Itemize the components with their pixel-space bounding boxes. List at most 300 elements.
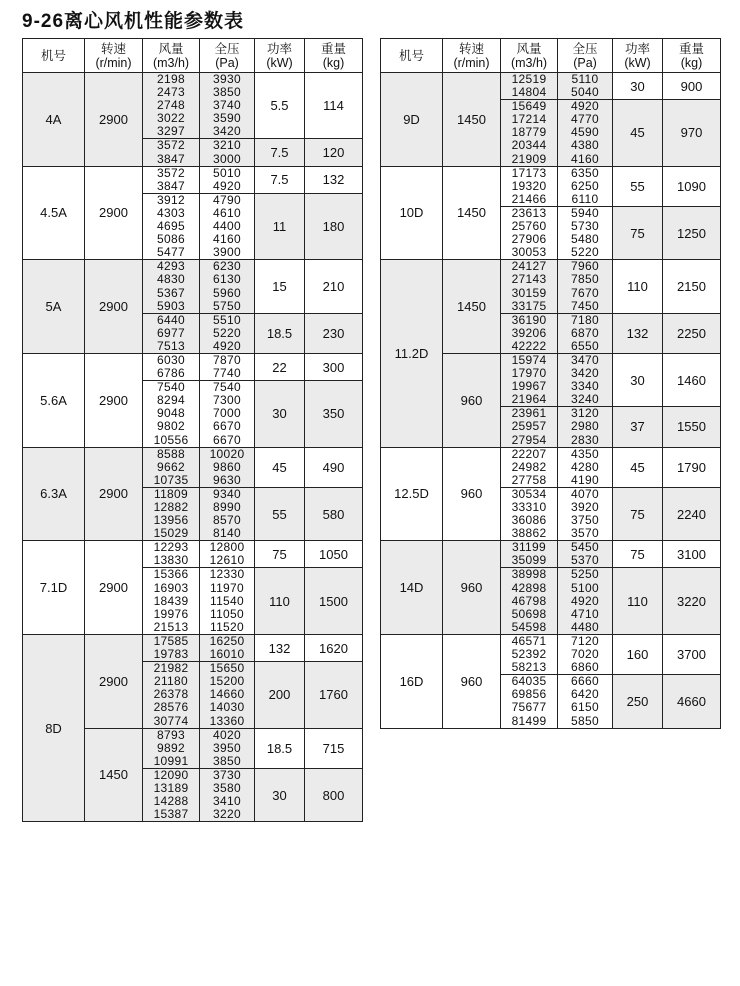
power-cell: 37 [613, 407, 663, 447]
power-cell: 75 [613, 487, 663, 540]
pressure-value: 4400 [213, 219, 241, 234]
airflow-value: 12882 [153, 500, 189, 514]
pressure-cell [558, 407, 613, 447]
pressure-cell [558, 487, 613, 540]
airflow-value: 9802 [157, 419, 185, 434]
airflow-value: 19783 [153, 647, 189, 662]
pressure-value: 5450 [571, 540, 599, 555]
header-model [23, 39, 85, 73]
weight-cell: 1090 [663, 166, 721, 206]
airflow-cell [143, 193, 200, 259]
weight-cell: 114 [305, 73, 363, 139]
airflow-cell [143, 487, 200, 540]
airflow-cell [143, 662, 200, 728]
table-row [23, 634, 363, 661]
airflow-value: 19320 [511, 178, 547, 193]
header-line: 机号 [40, 48, 66, 63]
pressure-cell [558, 634, 613, 674]
power-cell: 30 [613, 73, 663, 100]
pressure-value: 3410 [213, 794, 241, 809]
weight-cell: 490 [305, 447, 363, 487]
weight-cell: 900 [663, 73, 721, 100]
airflow-value: 16903 [153, 580, 189, 595]
speed-cell: 1450 [443, 73, 501, 167]
pressure-value: 4280 [571, 459, 599, 474]
pressure-cell [200, 568, 255, 634]
pressure-value: 4020 [213, 727, 241, 742]
model-cell: 9D [381, 73, 443, 167]
speed-cell: 960 [443, 447, 501, 541]
airflow-value: 2473 [157, 85, 185, 100]
airflow-value: 30534 [511, 486, 547, 501]
pressure-cell [200, 166, 255, 193]
pressure-value: 7020 [571, 647, 599, 662]
power-cell: 200 [255, 662, 305, 728]
airflow-cell [501, 313, 558, 353]
airflow-value: 3847 [157, 178, 185, 193]
airflow-value: 21513 [153, 619, 189, 634]
airflow-value: 19967 [511, 379, 547, 394]
pressure-value: 6230 [213, 259, 241, 274]
airflow-cell [143, 353, 200, 380]
airflow-value: 26378 [153, 687, 189, 702]
airflow-value: 46798 [511, 593, 547, 608]
pressure-cell [200, 73, 255, 139]
pressure-value: 3930 [213, 72, 241, 86]
airflow-value: 15366 [153, 567, 189, 582]
pressure-cell [558, 541, 613, 568]
weight-cell: 120 [305, 139, 363, 166]
airflow-value: 39206 [511, 325, 547, 340]
airflow-cell [501, 487, 558, 540]
airflow-value: 20344 [511, 138, 547, 153]
airflow-value: 2748 [157, 98, 185, 113]
airflow-value: 13830 [153, 553, 189, 568]
pressure-cell [200, 662, 255, 728]
pressure-cell [200, 487, 255, 540]
airflow-cell [501, 100, 558, 166]
airflow-value: 17585 [153, 633, 189, 648]
airflow-value: 23961 [511, 406, 547, 421]
speed-cell: 2900 [85, 166, 143, 260]
pressure-value: 3340 [571, 379, 599, 394]
airflow-value: 4303 [157, 205, 185, 220]
airflow-value: 6977 [157, 325, 185, 340]
airflow-cell [143, 73, 200, 139]
power-cell: 75 [613, 206, 663, 259]
pressure-value: 3850 [213, 85, 241, 100]
airflow-value: 17214 [511, 112, 547, 127]
pressure-cell [200, 313, 255, 353]
header-line: 转速 [458, 41, 484, 56]
pressure-value: 12330 [209, 567, 245, 582]
weight-cell: 4660 [663, 675, 721, 728]
header-speed [85, 39, 143, 73]
header-weight [663, 39, 721, 73]
airflow-value: 7513 [157, 338, 185, 353]
power-cell: 110 [613, 260, 663, 313]
weight-cell: 350 [305, 381, 363, 447]
pressure-value: 7300 [213, 393, 241, 408]
airflow-value: 13956 [153, 513, 189, 528]
pressure-value: 9340 [213, 486, 241, 501]
pressure-value: 4790 [213, 192, 241, 207]
airflow-value: 22207 [511, 446, 547, 461]
model-cell: 4.5A [23, 166, 85, 260]
weight-cell: 180 [305, 193, 363, 259]
pressure-value: 7960 [571, 259, 599, 274]
airflow-value: 11809 [154, 486, 188, 501]
model-cell: 7.1D [23, 541, 85, 635]
header-line: (r/min) [453, 55, 490, 70]
airflow-value: 5477 [157, 245, 185, 260]
pressure-value: 3850 [213, 753, 241, 768]
pressure-value: 3740 [213, 98, 241, 113]
power-cell: 110 [613, 568, 663, 634]
pressure-value: 4160 [571, 151, 599, 166]
pressure-value: 2830 [571, 432, 599, 447]
model-cell: 14D [381, 541, 443, 635]
header-line: 重量 [320, 41, 346, 56]
pressure-value: 9630 [213, 472, 241, 487]
airflow-value: 25957 [511, 419, 547, 434]
pressure-value: 11050 [210, 606, 244, 621]
header-line: 全压 [572, 41, 598, 56]
model-cell: 12.5D [381, 447, 443, 541]
header-line: (kg) [322, 55, 345, 70]
pressure-value: 6660 [571, 674, 599, 689]
pressure-cell [558, 73, 613, 100]
pressure-cell [200, 447, 255, 487]
airflow-value: 21982 [153, 661, 189, 676]
pressure-value: 2980 [571, 419, 599, 434]
power-cell: 55 [613, 166, 663, 206]
airflow-value: 9662 [157, 459, 185, 474]
pressure-value: 3730 [213, 767, 241, 782]
airflow-cell [143, 568, 200, 634]
table-row [381, 260, 721, 313]
header-line: (kW) [624, 55, 651, 70]
airflow-value: 27954 [511, 432, 547, 447]
pressure-value: 3000 [213, 151, 241, 166]
weight-cell: 210 [305, 260, 363, 313]
airflow-cell [501, 166, 558, 206]
airflow-cell [501, 634, 558, 674]
pressure-value: 11970 [210, 580, 244, 595]
airflow-value: 75677 [511, 700, 547, 715]
power-cell: 18.5 [255, 313, 305, 353]
airflow-value: 33310 [511, 500, 547, 514]
pressure-value: 7450 [571, 298, 599, 313]
pressure-cell [200, 139, 255, 166]
airflow-value: 3572 [157, 138, 185, 153]
pressure-value: 5250 [571, 567, 599, 582]
pressure-value: 4070 [571, 486, 599, 501]
weight-cell: 970 [663, 100, 721, 166]
airflow-value: 15649 [511, 99, 547, 114]
table-row [23, 260, 363, 313]
power-cell: 18.5 [255, 728, 305, 768]
model-cell: 10D [381, 166, 443, 260]
airflow-value: 5903 [157, 298, 185, 313]
airflow-value: 15974 [511, 352, 547, 367]
airflow-value: 28576 [153, 700, 189, 715]
speed-cell: 1450 [85, 728, 143, 822]
pressure-cell [200, 768, 255, 821]
airflow-value: 6786 [157, 366, 185, 381]
weight-cell: 2250 [663, 313, 721, 353]
pressure-value: 4380 [571, 138, 599, 153]
airflow-value: 4293 [157, 259, 185, 274]
power-cell: 132 [613, 313, 663, 353]
airflow-cell [143, 139, 200, 166]
weight-cell: 800 [305, 768, 363, 821]
power-cell: 160 [613, 634, 663, 674]
airflow-value: 27906 [511, 232, 547, 247]
airflow-value: 4695 [157, 219, 185, 234]
pressure-value: 10020 [209, 446, 245, 461]
airflow-value: 36086 [511, 513, 547, 528]
pressure-value: 11540 [210, 593, 244, 608]
power-cell: 7.5 [255, 166, 305, 193]
airflow-value: 17173 [511, 165, 547, 180]
header-pressure [558, 39, 613, 73]
airflow-value: 15029 [153, 526, 189, 541]
weight-cell: 3220 [663, 568, 721, 634]
power-cell: 7.5 [255, 139, 305, 166]
weight-cell: 1760 [305, 662, 363, 728]
header-line: 功率 [624, 41, 650, 56]
pressure-value: 7740 [213, 366, 241, 381]
weight-cell: 300 [305, 353, 363, 380]
pressure-cell [558, 353, 613, 406]
pressure-value: 4190 [571, 472, 599, 487]
airflow-value: 24982 [511, 459, 547, 474]
pressure-value: 16010 [209, 647, 245, 662]
airflow-value: 30774 [153, 713, 189, 728]
pressure-value: 3590 [213, 111, 241, 126]
speed-cell: 960 [443, 353, 501, 447]
pressure-value: 6110 [571, 191, 599, 206]
pressure-value: 5010 [213, 165, 241, 180]
pressure-value: 8990 [213, 500, 241, 514]
table-row [381, 634, 721, 674]
pressure-value: 5850 [571, 713, 599, 728]
pressure-value: 15650 [209, 661, 245, 676]
airflow-value: 9892 [157, 740, 185, 755]
airflow-value: 10556 [153, 432, 189, 447]
speed-cell: 2900 [85, 353, 143, 447]
pressure-cell [558, 447, 613, 487]
pressure-value: 3420 [213, 124, 241, 139]
airflow-value: 30159 [511, 285, 547, 300]
airflow-value: 54598 [511, 619, 547, 634]
airflow-cell [501, 541, 558, 568]
speed-cell: 2900 [85, 73, 143, 167]
pressure-value: 6670 [213, 419, 241, 434]
airflow-value: 33175 [511, 298, 547, 313]
pressure-cell [558, 568, 613, 634]
airflow-value: 46571 [511, 633, 547, 648]
header-speed [443, 39, 501, 73]
airflow-cell [501, 206, 558, 259]
airflow-value: 58213 [511, 660, 547, 675]
pressure-value: 3920 [571, 500, 599, 514]
pressure-value: 8570 [213, 513, 241, 528]
airflow-cell [501, 407, 558, 447]
pressure-cell [200, 260, 255, 313]
power-cell: 11 [255, 193, 305, 259]
pressure-value: 4710 [571, 606, 599, 621]
pressure-value: 12610 [209, 553, 245, 568]
airflow-value: 10991 [153, 753, 189, 768]
pressure-value: 6250 [571, 178, 599, 193]
weight-cell: 3700 [663, 634, 721, 674]
airflow-value: 12519 [511, 72, 547, 86]
airflow-value: 14804 [511, 85, 547, 100]
power-cell: 22 [255, 353, 305, 380]
model-cell: 4A [23, 73, 85, 167]
airflow-value: 3022 [157, 111, 185, 126]
speed-cell: 2900 [85, 447, 143, 541]
table-row [381, 166, 721, 206]
header-model [381, 39, 443, 73]
table-row [23, 353, 363, 380]
airflow-cell [143, 541, 200, 568]
table-row [23, 541, 363, 568]
airflow-value: 7540 [157, 380, 185, 395]
airflow-cell [143, 260, 200, 313]
power-cell: 15 [255, 260, 305, 313]
header-line: (m3/h) [510, 55, 548, 70]
airflow-value: 15387 [153, 807, 189, 822]
airflow-value: 2198 [157, 72, 185, 86]
airflow-value: 18439 [153, 593, 189, 608]
pressure-cell [200, 634, 255, 661]
airflow-cell [143, 381, 200, 447]
pressure-value: 4350 [571, 446, 599, 461]
power-cell: 110 [255, 568, 305, 634]
airflow-cell [501, 568, 558, 634]
airflow-value: 3847 [157, 151, 185, 166]
weight-cell: 2240 [663, 487, 721, 540]
model-cell: 8D [23, 634, 85, 821]
header-line: 重量 [678, 41, 704, 56]
pressure-value: 6860 [571, 660, 599, 675]
airflow-value: 81499 [511, 713, 547, 728]
pressure-value: 4920 [571, 593, 599, 608]
pressure-cell [558, 260, 613, 313]
airflow-value: 21466 [511, 191, 547, 206]
table-row [381, 447, 721, 487]
airflow-value: 21180 [154, 674, 188, 689]
power-cell: 75 [613, 541, 663, 568]
airflow-cell [501, 260, 558, 313]
weight-cell: 1620 [305, 634, 363, 661]
pressure-value: 5480 [571, 232, 599, 247]
airflow-value: 27143 [511, 272, 547, 287]
speed-cell: 2900 [85, 541, 143, 635]
airflow-cell [501, 447, 558, 487]
model-cell: 5A [23, 260, 85, 354]
pressure-value: 4920 [213, 178, 241, 193]
pressure-cell [558, 675, 613, 728]
airflow-value: 69856 [511, 687, 547, 702]
pressure-value: 3220 [213, 807, 241, 822]
weight-cell: 715 [305, 728, 363, 768]
airflow-value: 27758 [511, 472, 547, 487]
pressure-value: 6130 [213, 272, 241, 287]
weight-cell: 1550 [663, 407, 721, 447]
pressure-value: 3470 [571, 352, 599, 367]
airflow-value: 25760 [511, 219, 547, 234]
airflow-value: 5367 [157, 285, 185, 300]
table-row [381, 541, 721, 568]
airflow-value: 10735 [153, 472, 189, 487]
power-cell: 45 [613, 447, 663, 487]
header-airflow [143, 39, 200, 73]
header-line: (m3/h) [152, 55, 190, 70]
airflow-value: 5086 [157, 232, 185, 247]
airflow-value: 3572 [157, 165, 185, 180]
weight-cell: 1790 [663, 447, 721, 487]
table-row [381, 73, 721, 100]
airflow-cell [143, 634, 200, 661]
model-cell: 16D [381, 634, 443, 728]
pressure-value: 12800 [209, 540, 245, 555]
airflow-value: 50698 [511, 606, 547, 621]
pressure-cell [200, 541, 255, 568]
header-power [255, 39, 305, 73]
pressure-value: 4920 [213, 338, 241, 353]
pressure-value: 4610 [213, 205, 241, 220]
header-line: 机号 [398, 48, 424, 63]
airflow-value: 42222 [511, 338, 547, 353]
pressure-value: 4920 [571, 99, 599, 114]
pressure-value: 3750 [571, 513, 599, 528]
pressure-value: 11520 [210, 619, 244, 634]
pressure-value: 5220 [213, 325, 241, 340]
header-line: (Pa) [215, 55, 239, 70]
pressure-value: 4480 [571, 619, 599, 634]
pressure-value: 5730 [571, 219, 599, 234]
airflow-value: 21909 [511, 151, 547, 166]
power-cell: 45 [613, 100, 663, 166]
power-cell: 75 [255, 541, 305, 568]
airflow-cell [501, 675, 558, 728]
pressure-value: 7670 [571, 285, 599, 300]
airflow-value: 13189 [153, 780, 189, 795]
fan-spec-table-left [22, 38, 363, 822]
header-line: (Pa) [573, 55, 597, 70]
header-pressure [200, 39, 255, 73]
header-weight [305, 39, 363, 73]
airflow-value: 35099 [511, 553, 547, 568]
pressure-value: 5960 [213, 285, 241, 300]
pressure-value: 5220 [571, 245, 599, 260]
pressure-value: 14660 [209, 687, 245, 702]
pressure-value: 16250 [209, 633, 245, 648]
power-cell: 5.5 [255, 73, 305, 139]
pressure-value: 6350 [571, 165, 599, 180]
weight-cell: 1250 [663, 206, 721, 259]
header-power [613, 39, 663, 73]
speed-cell: 1450 [443, 260, 501, 354]
airflow-value: 19976 [153, 606, 189, 621]
pressure-cell [200, 381, 255, 447]
airflow-cell [143, 768, 200, 821]
weight-cell: 1050 [305, 541, 363, 568]
